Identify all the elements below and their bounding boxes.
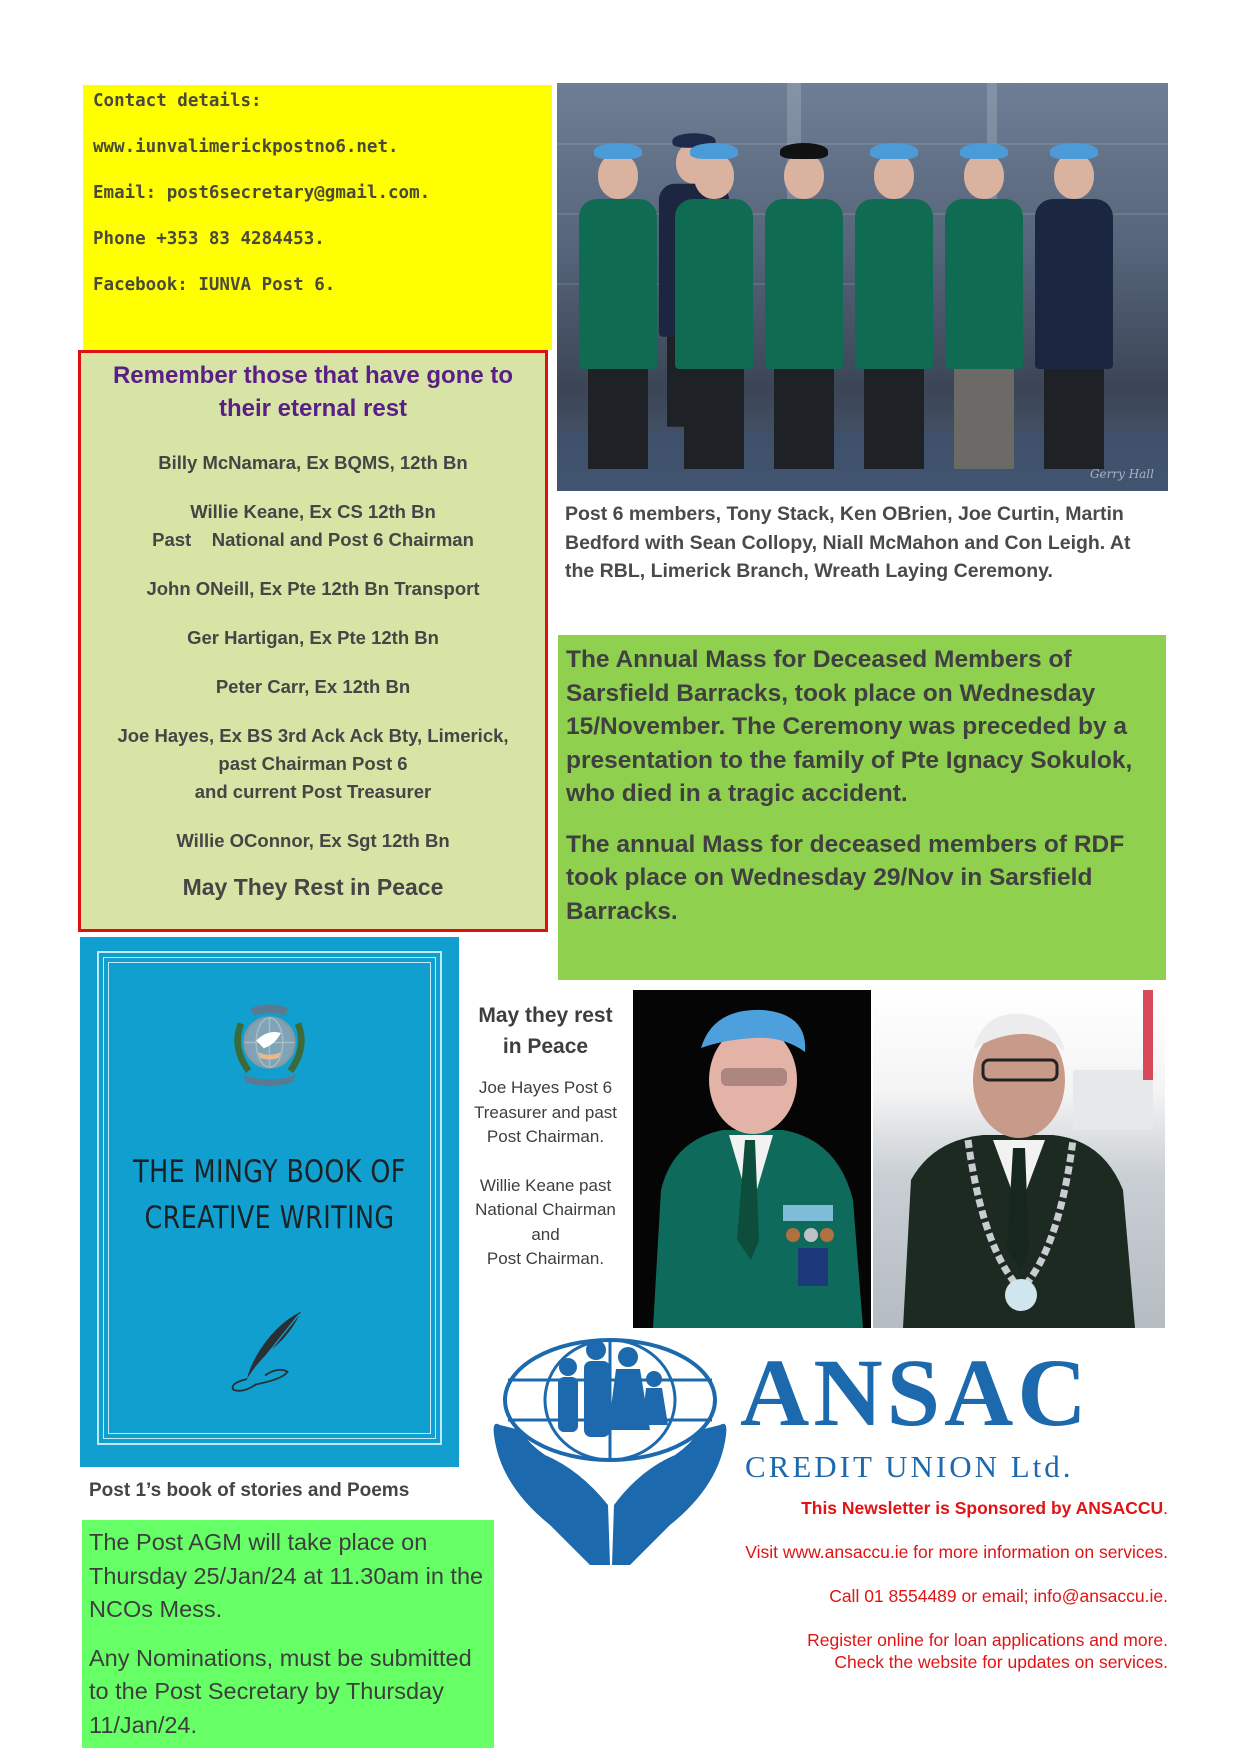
rip-caption bbox=[463, 1000, 628, 1272]
group-photo bbox=[557, 83, 1168, 491]
contact-phone: Phone +353 83 4284453. bbox=[93, 229, 325, 249]
person-figure bbox=[855, 143, 933, 469]
mass-paragraph: The Annual Mass for Deceased Members of Sarsfield Barracks, took place on Wednesday 15/November. The Ceremony was preceded by a presentation to the family of Pte Ignacy Sokulok, who died in a tragic accident. bbox=[566, 646, 1133, 807]
remembrance-entry bbox=[85, 449, 541, 477]
entry-line: Willie OConnor, Ex Sgt 12th Bn bbox=[176, 830, 450, 851]
rip-person-line: Post Chairman. bbox=[486, 1249, 605, 1268]
remembrance-title: Remember those that have gone to their eternal rest bbox=[112, 362, 514, 422]
rip-title-line: May they rest bbox=[478, 1004, 613, 1027]
book-title-line: CREATIVE WRITING bbox=[144, 1200, 395, 1236]
contact-email[interactable]: Email: post6secretary@gmail.com. bbox=[93, 183, 431, 203]
rip-title-line: in Peace bbox=[502, 1035, 589, 1058]
agm-paragraph: Any Nominations, must be submitted to the Post Secretary by Thursday 11/Jan/24. bbox=[89, 1644, 472, 1738]
rest-in-peace-text: May They Rest in Peace bbox=[182, 874, 444, 900]
rip-person-line: and bbox=[531, 1224, 560, 1244]
portrait-figure-icon bbox=[633, 990, 871, 1328]
group-photo-caption: Post 6 members, Tony Stack, Ken OBrien, Joe Curtin, Martin Bedford with Sean Collopy, Niall McMahon and Con Leigh. At the RBL, Limerick Branch, Wreath Laying Ceremony. bbox=[565, 503, 1131, 582]
agm-paragraph: The Post AGM will take place on Thursday 25/Jan/24 at 11.30am in the NCOs Mess. bbox=[89, 1529, 484, 1622]
entry-line: Willie Keane, Ex CS 12th Bn bbox=[190, 501, 436, 522]
sponsor-line: This Newsletter is Sponsored by ANSACCU bbox=[801, 1498, 1164, 1518]
quill-feather-icon bbox=[220, 1307, 310, 1397]
rip-caption-title bbox=[463, 1000, 628, 1062]
entry-line: John ONeill, Ex Pte 12th Bn Transport bbox=[146, 578, 480, 599]
sponsor-check-line: Check the website for updates on services. bbox=[834, 1652, 1168, 1672]
book-caption: Post 1’s book of stories and Poems bbox=[89, 1480, 410, 1501]
mass-notice-box bbox=[558, 635, 1166, 980]
contact-heading: Contact details: bbox=[93, 91, 262, 111]
remembrance-entry bbox=[85, 624, 541, 652]
person-figure bbox=[675, 143, 753, 469]
contact-facebook: Facebook: IUNVA Post 6. bbox=[93, 275, 336, 295]
portrait-joe-hayes bbox=[633, 990, 871, 1328]
photographer-signature: Gerry Hall bbox=[1089, 467, 1154, 481]
person-figure bbox=[579, 143, 657, 469]
remembrance-box bbox=[78, 350, 548, 932]
remembrance-entry bbox=[85, 827, 541, 855]
contact-website-link[interactable]: www.iunvalimerickpostno6.net. bbox=[93, 137, 399, 157]
mass-paragraph: The annual Mass for deceased members of RDF took place on Wednesday 29/Nov in Sarsfield Barracks. bbox=[566, 830, 1125, 925]
person-figure bbox=[945, 143, 1023, 469]
rip-person-line: Joe Hayes Post 6 bbox=[478, 1078, 613, 1097]
entry-line: Billy McNamara, Ex BQMS, 12th Bn bbox=[158, 452, 468, 473]
person-figure bbox=[1035, 143, 1113, 469]
remembrance-entry bbox=[85, 673, 541, 701]
entry-line: Past National and Post 6 Chairman bbox=[152, 529, 474, 550]
ansac-logo-subtitle: CREDIT UNION Ltd. bbox=[745, 1449, 1074, 1484]
sponsor-website-line[interactable]: Visit www.ansaccu.ie for more information on services. bbox=[745, 1542, 1168, 1562]
book-cover bbox=[80, 937, 459, 1467]
ansac-logo-name: ANSAC bbox=[740, 1339, 1091, 1446]
person-figure bbox=[765, 143, 843, 469]
sponsor-register-line: Register online for loan applications and more. bbox=[807, 1630, 1168, 1650]
rip-person-line: Post Chairman. bbox=[486, 1127, 605, 1146]
remembrance-entry bbox=[85, 498, 541, 554]
sponsor-line-end: . bbox=[1163, 1498, 1168, 1518]
portrait-figure-icon bbox=[873, 990, 1165, 1328]
entry-line: past Chairman Post 6 bbox=[218, 753, 408, 774]
agm-notice-box bbox=[82, 1520, 494, 1748]
entry-line: Joe Hayes, Ex BS 3rd Ack Ack Bty, Limerick, bbox=[117, 725, 509, 746]
remembrance-entry bbox=[85, 575, 541, 603]
sponsor-text bbox=[648, 1497, 1168, 1673]
book-title-line: THE MINGY BOOK OF bbox=[133, 1154, 406, 1190]
sponsor-contact-line[interactable]: Call 01 8554489 or email; info@ansaccu.ie. bbox=[829, 1586, 1168, 1606]
entry-line: and current Post Treasurer bbox=[194, 781, 432, 802]
entry-line: Peter Carr, Ex 12th Bn bbox=[215, 676, 411, 697]
remembrance-entry bbox=[85, 722, 541, 806]
book-title bbox=[114, 1149, 425, 1241]
entry-line: Ger Hartigan, Ex Pte 12th Bn bbox=[187, 627, 439, 648]
rip-person-line: National Chairman bbox=[475, 1200, 616, 1219]
rip-person-line: Treasurer and past bbox=[474, 1102, 617, 1122]
contact-details-box bbox=[83, 85, 552, 350]
rip-person-line: Willie Keane past bbox=[479, 1175, 612, 1195]
portrait-willie-keane bbox=[873, 990, 1165, 1328]
iunva-emblem-icon bbox=[222, 995, 317, 1090]
